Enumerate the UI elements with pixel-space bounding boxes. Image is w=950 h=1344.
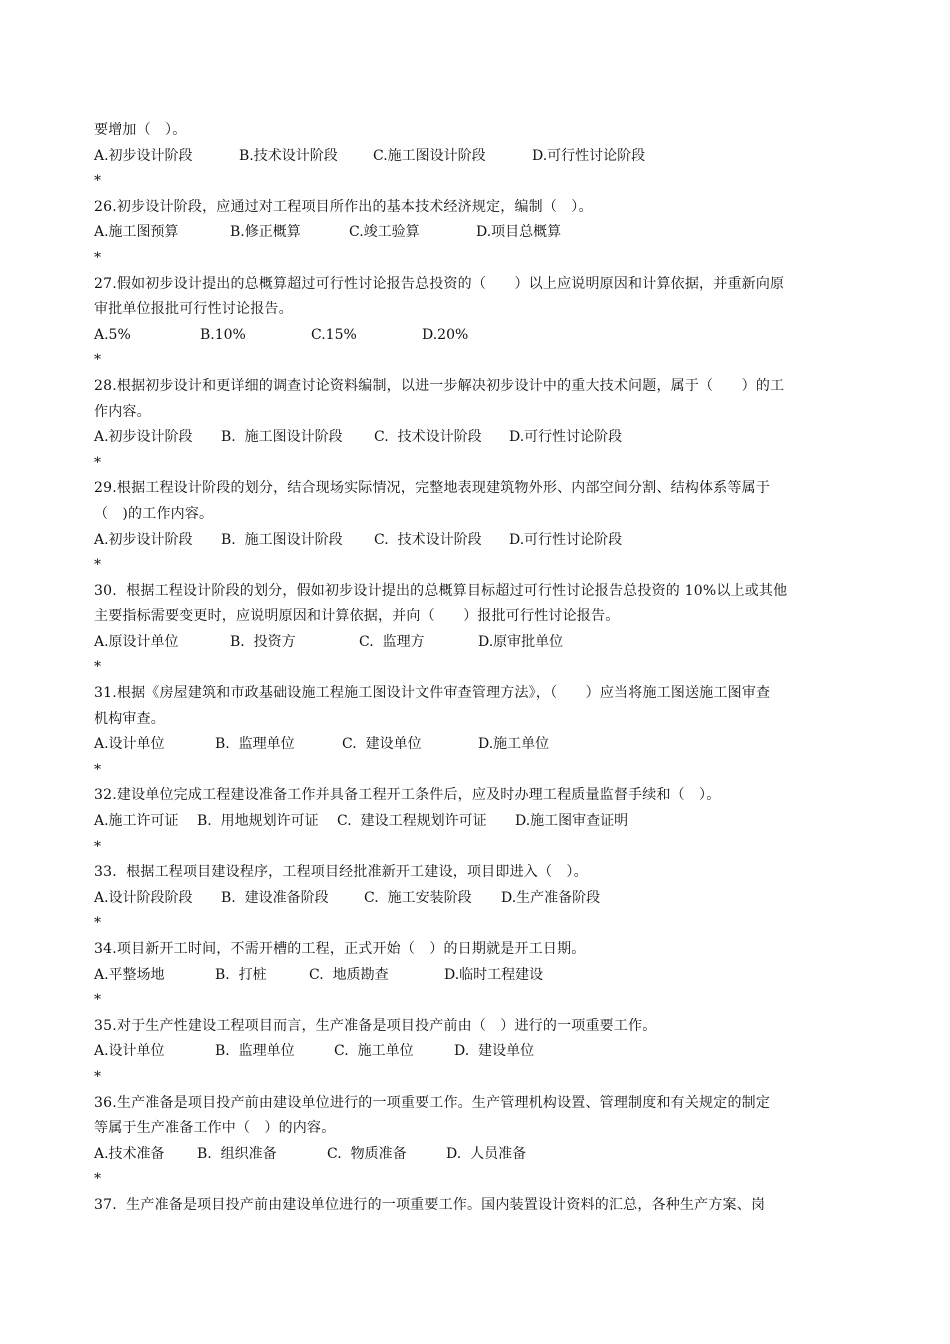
option-item: B. 施工图设计阶段: [221, 429, 343, 446]
option-item: A.设计单位: [94, 1043, 165, 1060]
option-item: B.技术设计阶段: [239, 147, 338, 164]
question-text-line: 37. 生产准备是项目投产前由建设单位进行的一项重要工作。国内装置设计资料的汇总，各种生产方案、岗: [94, 1196, 766, 1213]
options-row: [94, 732, 862, 758]
options-row: [94, 323, 862, 349]
question-text-line: 29.根据工程设计阶段的划分，结合现场实际情况，完整地表现建筑物外形、内部空间分割、结构体系等属于: [94, 480, 771, 497]
question-text-line: 30. 根据工程设计阶段的划分，假如初步设计提出的总概算目标超过可行性讨论报告总投资的 10%以上或其他: [94, 582, 788, 599]
question-text-line: 主要指标需要变更时，应说明原因和计算依据，并向（ ）报批可行性讨论报告。: [94, 608, 620, 625]
question-text-line: 35.对于生产性建设工程项目而言，生产准备是项目投产前由（ ）进行的一项重要工作。: [94, 1017, 657, 1034]
option-item: D.施工单位: [478, 736, 550, 753]
option-item: A.5%: [94, 326, 131, 343]
options-row: [94, 144, 862, 170]
option-item: C.施工图设计阶段: [373, 147, 486, 164]
question-block: [94, 860, 862, 937]
question-block: [94, 1091, 862, 1193]
option-item: A.施工图预算: [94, 224, 179, 241]
options-row: [94, 1039, 862, 1065]
answer-marker: *: [94, 173, 101, 190]
question-text-line: 作内容。: [94, 403, 151, 420]
option-item: D.可行性讨论阶段: [509, 429, 623, 446]
option-item: B. 投资方: [230, 633, 296, 650]
options-row: [94, 220, 862, 246]
question-block: [94, 476, 862, 578]
question-text-line: 33. 根据工程项目建设程序，工程项目经批准新开工建设，项目即进入（ ）。: [94, 864, 588, 881]
option-item: D. 建设单位: [454, 1043, 535, 1060]
option-item: A.平整场地: [94, 966, 165, 983]
option-item: D.临时工程建设: [444, 966, 544, 983]
option-item: C. 技术设计阶段: [374, 531, 482, 548]
question-block: [94, 1014, 862, 1091]
answer-marker: *: [94, 557, 101, 574]
question-text-line: 34.项目新开工时间，不需开槽的工程，正式开始（ ）的日期就是开工日期。: [94, 941, 586, 957]
question-text-line: 28.根据初步设计和更详细的调查讨论资料编制，以进一步解决初步设计中的重大技术问题，属于（ ）的工: [94, 377, 785, 394]
answer-marker: *: [94, 915, 101, 932]
options-row: [94, 1142, 862, 1168]
options-row: [94, 630, 862, 656]
question-text-line: 要增加（ ）。: [94, 122, 187, 138]
answer-marker: *: [94, 1171, 101, 1188]
question-text-line: 机构审查。: [94, 710, 165, 727]
option-item: A.初步设计阶段: [94, 147, 193, 164]
option-item: C. 地质勘查: [309, 966, 389, 983]
question-text-line: 27.假如初步设计提出的总概算超过可行性讨论报告总投资的（ ）以上应说明原因和计算依据，并重新向原: [94, 275, 785, 292]
option-item: B. 用地规划许可证: [197, 813, 319, 830]
option-item: C. 施工单位: [334, 1043, 414, 1060]
question-text-line: （ )的工作内容。: [94, 505, 214, 522]
answer-marker: *: [94, 838, 101, 855]
option-item: D.原审批单位: [478, 633, 564, 650]
option-item: A.技术准备: [94, 1145, 165, 1162]
question-text-line: 26.初步设计阶段，应通过对工程项目所作出的基本技术经济规定，编制（ ）。: [94, 198, 593, 215]
option-item: C. 建设单位: [342, 736, 422, 753]
question-block: [94, 937, 862, 1014]
option-item: D.20%: [422, 326, 469, 343]
option-item: B. 建设准备阶段: [221, 889, 329, 906]
options-row: [94, 528, 862, 554]
question-block: [94, 681, 862, 783]
question-block: [94, 195, 862, 272]
option-item: D.可行性讨论阶段: [532, 147, 646, 164]
answer-marker: *: [94, 352, 101, 369]
option-item: A.初步设计阶段: [94, 429, 193, 446]
option-item: B. 监理单位: [215, 736, 295, 753]
option-item: A.设计阶段阶段: [94, 889, 193, 906]
option-item: D. 人员准备: [446, 1145, 527, 1162]
option-item: D.项目总概算: [476, 224, 562, 241]
option-item: C. 施工安装阶段: [364, 889, 472, 906]
question-text-line: 32.建设单位完成工程建设准备工作并具备工程开工条件后，应及时办理工程质量监督手续和（ ）。: [94, 787, 721, 804]
option-item: A.施工许可证: [94, 813, 179, 830]
options-row: [94, 809, 862, 835]
question-text-line: 审批单位报批可行性讨论报告。: [94, 301, 293, 318]
answer-marker: *: [94, 1068, 101, 1085]
option-item: C.竣工验算: [349, 224, 420, 241]
answer-marker: *: [94, 454, 101, 471]
option-item: D.可行性讨论阶段: [509, 531, 623, 548]
option-item: B.修正概算: [230, 224, 301, 241]
option-item: B. 组织准备: [197, 1145, 277, 1162]
options-row: [94, 425, 862, 451]
answer-marker: *: [94, 761, 101, 778]
option-item: C. 建设工程规划许可证: [337, 813, 487, 830]
option-item: A.初步设计阶段: [94, 531, 193, 548]
document-page: [94, 118, 862, 1219]
option-item: A.设计单位: [94, 736, 165, 753]
option-item: C.15%: [311, 326, 357, 343]
question-text-line: 等属于生产准备工作中（ ）的内容。: [94, 1120, 336, 1137]
option-item: A.原设计单位: [94, 633, 179, 650]
question-block: [94, 374, 862, 476]
question-block: [94, 272, 862, 374]
option-item: B.10%: [200, 326, 246, 343]
option-item: D.生产准备阶段: [501, 889, 601, 906]
answer-marker: *: [94, 249, 101, 266]
question-block: [94, 579, 862, 681]
option-item: C. 监理方: [359, 633, 425, 650]
option-item: C. 物质准备: [327, 1145, 407, 1162]
question-text-line: 31.根据《房屋建筑和市政基础设施工程施工图设计文件审查管理方法》，（ ）应当将施工图送施工图审查: [94, 685, 771, 702]
option-item: B. 打桩: [215, 966, 267, 983]
question-block: [94, 118, 862, 195]
option-item: C. 技术设计阶段: [374, 429, 482, 446]
options-row: [94, 886, 862, 912]
option-item: D.施工图审查证明: [515, 813, 629, 830]
option-item: B. 施工图设计阶段: [221, 531, 343, 548]
question-text-line: 36.生产准备是项目投产前由建设单位进行的一项重要工作。生产管理机构设置、管理制度和有关规定的制定: [94, 1094, 771, 1111]
options-row: [94, 963, 862, 989]
question-block: [94, 783, 862, 860]
answer-marker: *: [94, 659, 101, 676]
question-block: [94, 1193, 862, 1219]
option-item: B. 监理单位: [215, 1043, 295, 1060]
answer-marker: *: [94, 992, 101, 1009]
